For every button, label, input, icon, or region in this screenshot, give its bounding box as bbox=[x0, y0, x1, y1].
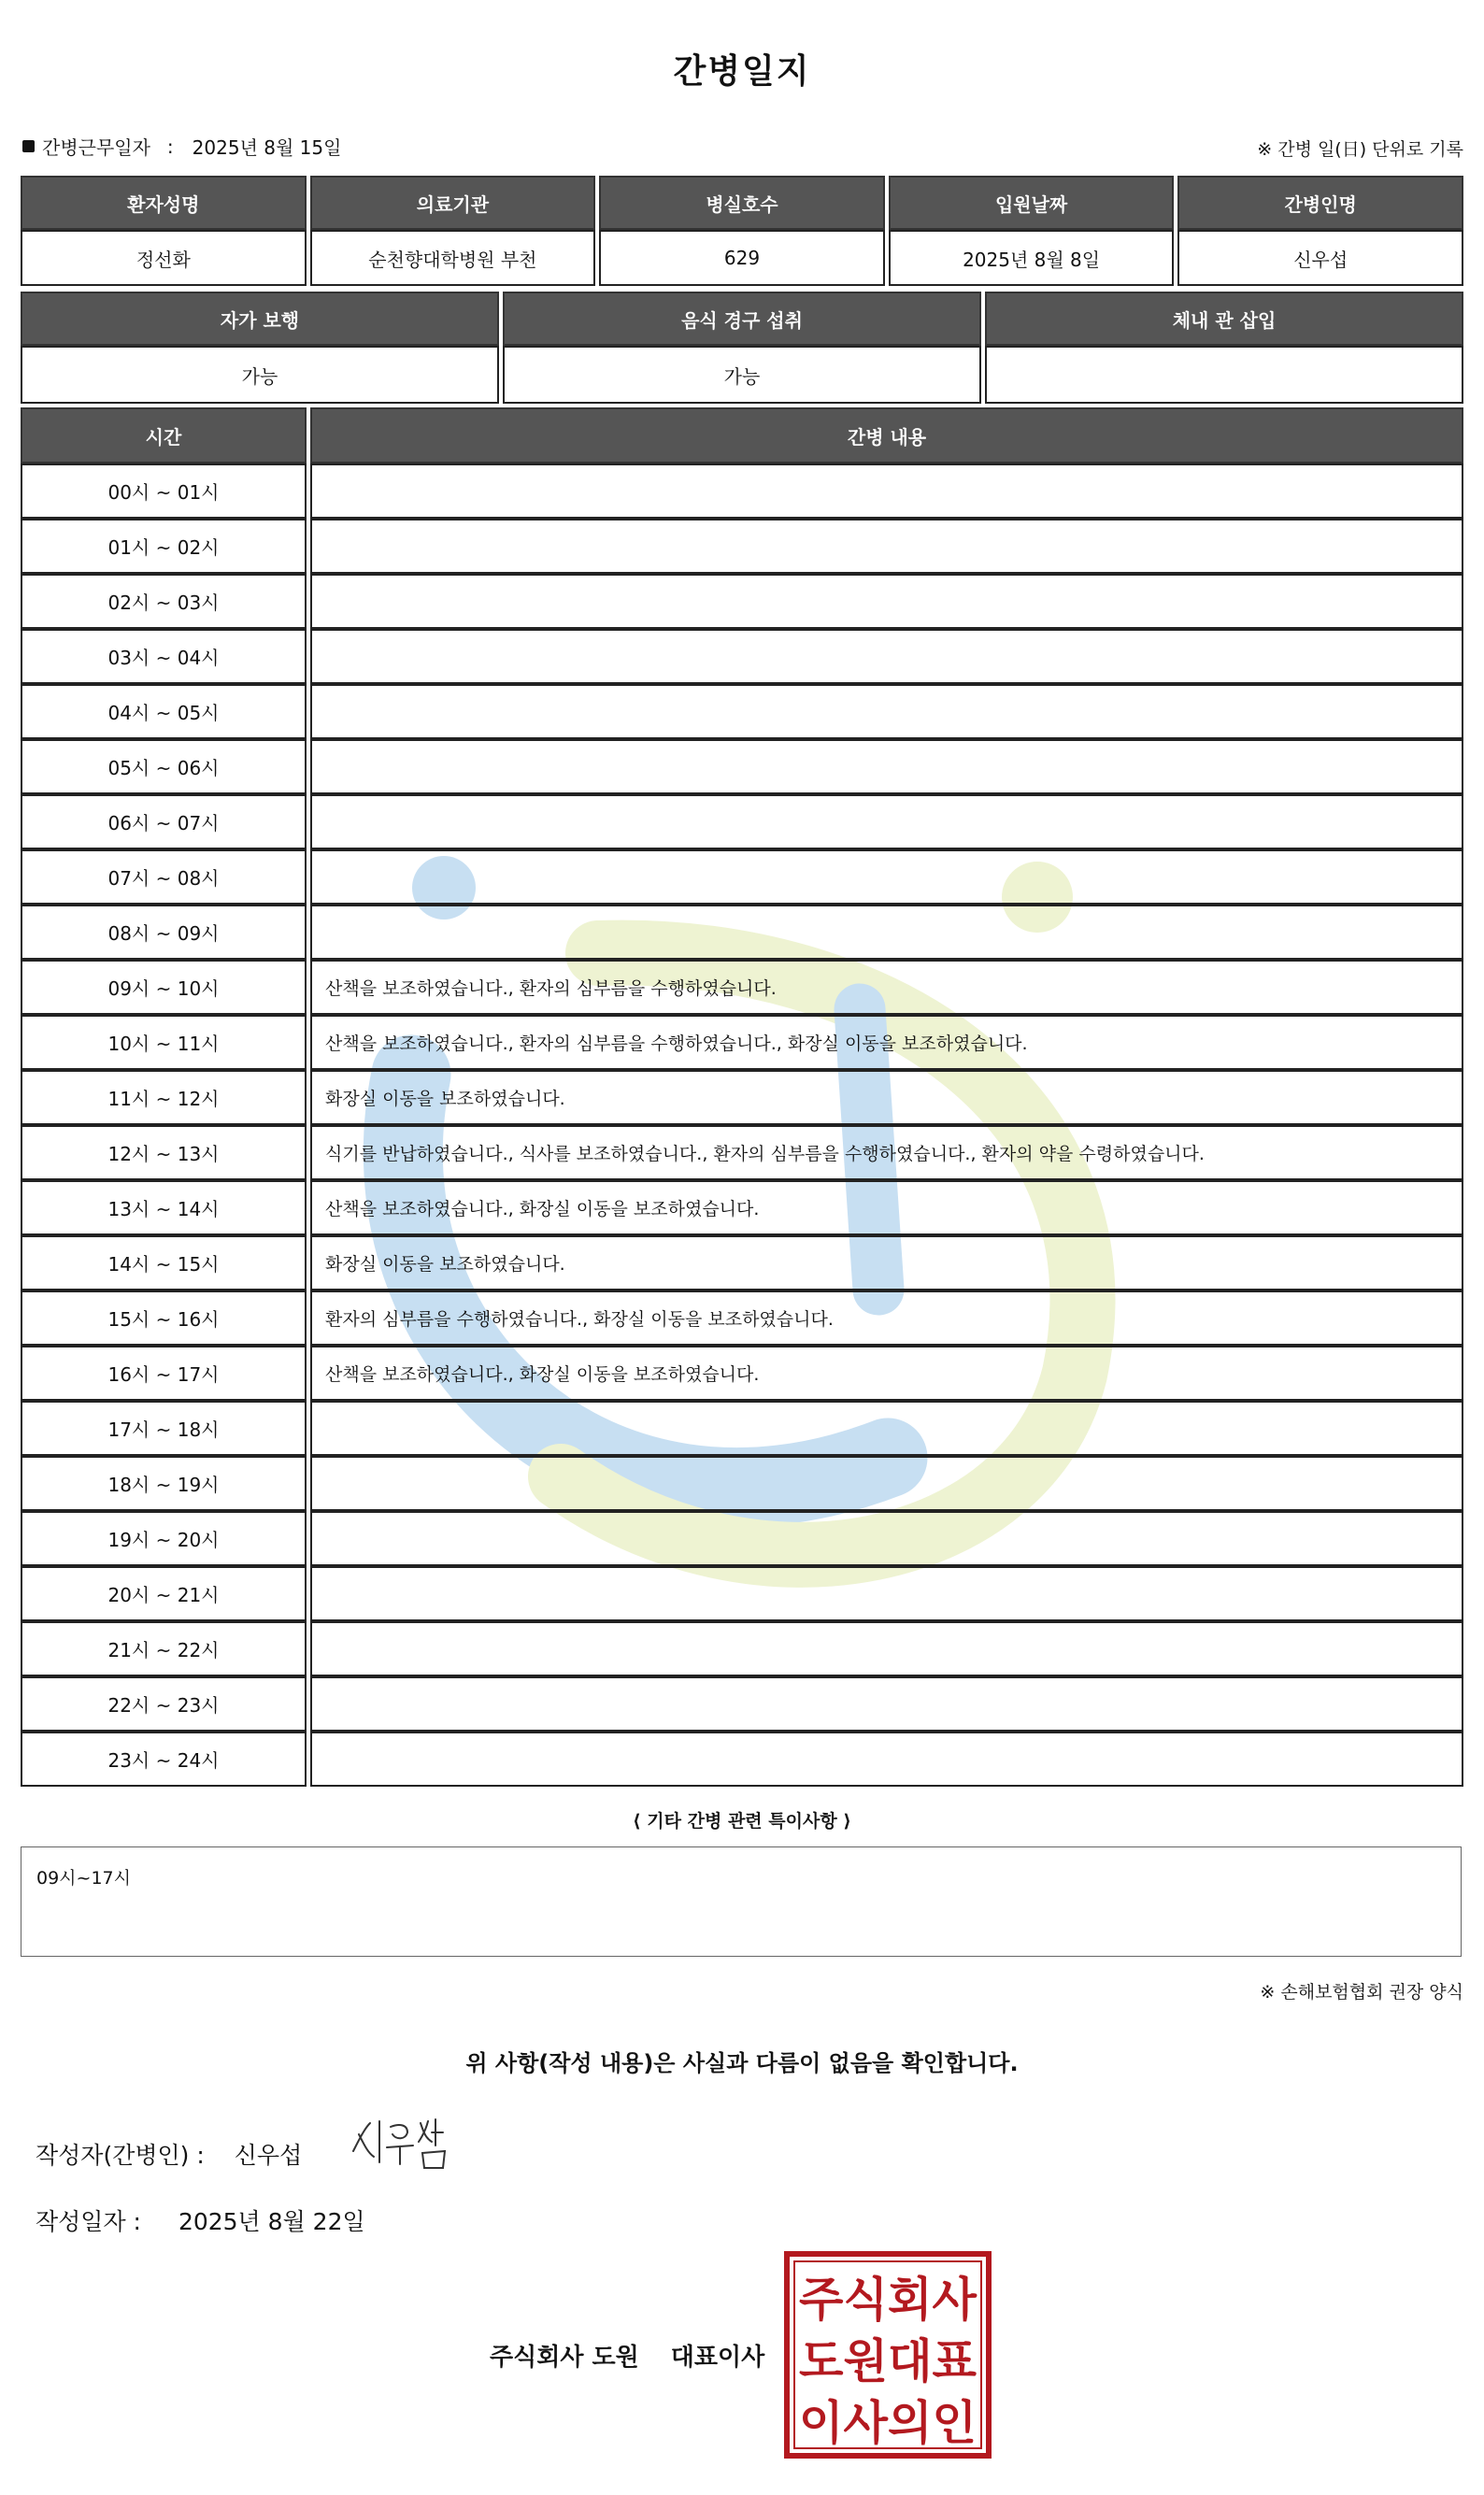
time-slot: 17시 ~ 18시 bbox=[21, 1401, 307, 1456]
company-line bbox=[490, 2338, 764, 2373]
info-header-row bbox=[21, 176, 1463, 230]
table-row bbox=[21, 1676, 1463, 1732]
table-row bbox=[21, 794, 1463, 849]
table-row bbox=[21, 1346, 1463, 1401]
value-patient-name: 정선화 bbox=[21, 230, 307, 286]
table-row bbox=[21, 629, 1463, 684]
care-note bbox=[310, 574, 1463, 629]
time-slot: 02시 ~ 03시 bbox=[21, 574, 307, 629]
header-room: 병실호수 bbox=[599, 176, 885, 230]
table-row bbox=[21, 1180, 1463, 1235]
time-slot: 22시 ~ 23시 bbox=[21, 1676, 307, 1732]
care-note bbox=[310, 739, 1463, 794]
work-date-colon: : bbox=[166, 135, 174, 158]
care-note: 식기를 반납하였습니다., 식사를 보조하였습니다., 환자의 심부름을 수행하였습니다., 환자의 약을 수령하였습니다. bbox=[310, 1125, 1463, 1180]
care-note bbox=[310, 463, 1463, 519]
seal-line: 주식회사 bbox=[799, 2273, 977, 2327]
header-patient-name: 환자성명 bbox=[21, 176, 307, 230]
value-caregiver: 신우섭 bbox=[1177, 230, 1463, 286]
care-note bbox=[310, 1456, 1463, 1511]
bullet-square-icon bbox=[22, 140, 35, 152]
care-note bbox=[310, 849, 1463, 905]
schedule-body bbox=[21, 463, 1463, 1787]
time-slot: 09시 ~ 10시 bbox=[21, 960, 307, 1015]
work-date-line bbox=[22, 133, 341, 160]
work-date-label: 간병근무일자 bbox=[42, 136, 150, 159]
table-row bbox=[21, 849, 1463, 905]
care-schedule-table bbox=[17, 407, 1467, 1787]
table-row bbox=[21, 1401, 1463, 1456]
writer-label: 작성자(간병인) : bbox=[36, 2142, 205, 2169]
table-row bbox=[21, 1621, 1463, 1676]
special-notes-box: 09시~17시 bbox=[21, 1846, 1462, 1957]
company-ceo-title: 대표이사 bbox=[670, 2344, 765, 2372]
time-slot: 13시 ~ 14시 bbox=[21, 1180, 307, 1235]
header-hospital: 의료기관 bbox=[310, 176, 596, 230]
care-note bbox=[310, 1732, 1463, 1787]
care-note bbox=[310, 1511, 1463, 1566]
care-note: 산책을 보조하였습니다., 환자의 심부름을 수행하였습니다. bbox=[310, 960, 1463, 1015]
value-tube-insertion bbox=[985, 346, 1463, 404]
handwritten-signature bbox=[346, 2114, 458, 2179]
care-note bbox=[310, 794, 1463, 849]
time-slot: 14시 ~ 15시 bbox=[21, 1235, 307, 1290]
time-slot: 06시 ~ 07시 bbox=[21, 794, 307, 849]
company-name: 주식회사 도원 bbox=[490, 2344, 639, 2372]
time-slot: 08시 ~ 09시 bbox=[21, 905, 307, 960]
time-slot: 10시 ~ 11시 bbox=[21, 1015, 307, 1070]
care-note bbox=[310, 1621, 1463, 1676]
table-row bbox=[21, 1456, 1463, 1511]
table-row bbox=[21, 960, 1463, 1015]
care-note bbox=[310, 629, 1463, 684]
table-row bbox=[21, 1511, 1463, 1566]
written-date-label: 작성일자 : bbox=[36, 2208, 141, 2235]
header-time: 시간 bbox=[21, 407, 307, 463]
value-self-walking: 가능 bbox=[21, 346, 499, 404]
care-note: 산책을 보조하였습니다., 화장실 이동을 보조하였습니다. bbox=[310, 1346, 1463, 1401]
value-admission-date: 2025년 8월 8일 bbox=[889, 230, 1175, 286]
header-oral-intake: 음식 경구 섭취 bbox=[503, 292, 981, 346]
table-row bbox=[21, 1125, 1463, 1180]
time-slot: 11시 ~ 12시 bbox=[21, 1070, 307, 1125]
header-self-walking: 자가 보행 bbox=[21, 292, 499, 346]
header-caregiver: 간병인명 bbox=[1177, 176, 1463, 230]
time-slot: 18시 ~ 19시 bbox=[21, 1456, 307, 1511]
care-note bbox=[310, 519, 1463, 574]
patient-info-table bbox=[17, 176, 1467, 286]
status-header-row bbox=[21, 292, 1463, 346]
care-note bbox=[310, 1401, 1463, 1456]
table-row bbox=[21, 519, 1463, 574]
care-note: 화장실 이동을 보조하였습니다. bbox=[310, 1235, 1463, 1290]
care-note bbox=[310, 684, 1463, 739]
work-date-value: 2025년 8월 15일 bbox=[192, 136, 342, 159]
header-admission-date: 입원날짜 bbox=[889, 176, 1175, 230]
patient-status-table bbox=[17, 292, 1467, 404]
care-note: 산책을 보조하였습니다., 환자의 심부름을 수행하였습니다., 화장실 이동을 보조하였습니다. bbox=[310, 1015, 1463, 1070]
table-row bbox=[21, 1566, 1463, 1621]
special-notes-title: ⟨ 기타 간병 관련 특이사항 ⟩ bbox=[633, 1811, 851, 1832]
unit-note: ※ 간병 일(日) 단위로 기록 bbox=[1257, 139, 1463, 160]
care-note: 환자의 심부름을 수행하였습니다., 화장실 이동을 보조하였습니다. bbox=[310, 1290, 1463, 1346]
care-note bbox=[310, 1676, 1463, 1732]
table-row bbox=[21, 1070, 1463, 1125]
seal-line: 도원대표 bbox=[799, 2334, 977, 2388]
time-slot: 00시 ~ 01시 bbox=[21, 463, 307, 519]
table-row bbox=[21, 905, 1463, 960]
writer-line bbox=[36, 2137, 302, 2171]
writer-name: 신우섭 bbox=[234, 2142, 303, 2169]
time-slot: 12시 ~ 13시 bbox=[21, 1125, 307, 1180]
value-room: 629 bbox=[599, 230, 885, 286]
header-care-content: 간병 내용 bbox=[310, 407, 1463, 463]
time-slot: 01시 ~ 02시 bbox=[21, 519, 307, 574]
time-slot: 20시 ~ 21시 bbox=[21, 1566, 307, 1621]
written-date-value: 2025년 8월 22일 bbox=[178, 2208, 365, 2235]
table-row bbox=[21, 1732, 1463, 1787]
time-slot: 05시 ~ 06시 bbox=[21, 739, 307, 794]
time-slot: 16시 ~ 17시 bbox=[21, 1346, 307, 1401]
table-row bbox=[21, 684, 1463, 739]
table-row bbox=[21, 739, 1463, 794]
document-title: 간병일지 bbox=[673, 52, 811, 91]
value-hospital: 순천향대학병원 부천 bbox=[310, 230, 596, 286]
time-slot: 04시 ~ 05시 bbox=[21, 684, 307, 739]
company-seal-stamp bbox=[783, 2250, 992, 2459]
form-source-note: ※ 손해보험협회 권장 양식 bbox=[1260, 1982, 1463, 2003]
status-value-row bbox=[21, 346, 1463, 404]
care-note bbox=[310, 1566, 1463, 1621]
time-slot: 15시 ~ 16시 bbox=[21, 1290, 307, 1346]
care-note: 산책을 보조하였습니다., 화장실 이동을 보조하였습니다. bbox=[310, 1180, 1463, 1235]
time-slot: 21시 ~ 22시 bbox=[21, 1621, 307, 1676]
table-row bbox=[21, 1235, 1463, 1290]
table-row bbox=[21, 574, 1463, 629]
time-slot: 03시 ~ 04시 bbox=[21, 629, 307, 684]
time-slot: 19시 ~ 20시 bbox=[21, 1511, 307, 1566]
table-row bbox=[21, 1290, 1463, 1346]
table-row bbox=[21, 1015, 1463, 1070]
care-note: 화장실 이동을 보조하였습니다. bbox=[310, 1070, 1463, 1125]
time-slot: 23시 ~ 24시 bbox=[21, 1732, 307, 1787]
value-oral-intake: 가능 bbox=[503, 346, 981, 404]
seal-line: 이사의인 bbox=[799, 2396, 977, 2450]
schedule-header-row bbox=[21, 407, 1463, 463]
header-tube-insertion: 체내 관 삽입 bbox=[985, 292, 1463, 346]
table-row bbox=[21, 463, 1463, 519]
confirmation-statement: 위 사항(작성 내용)은 사실과 다름이 없음을 확인합니다. bbox=[465, 2050, 1019, 2076]
care-note bbox=[310, 905, 1463, 960]
time-slot: 07시 ~ 08시 bbox=[21, 849, 307, 905]
written-date-line bbox=[36, 2203, 365, 2237]
info-value-row bbox=[21, 230, 1463, 286]
